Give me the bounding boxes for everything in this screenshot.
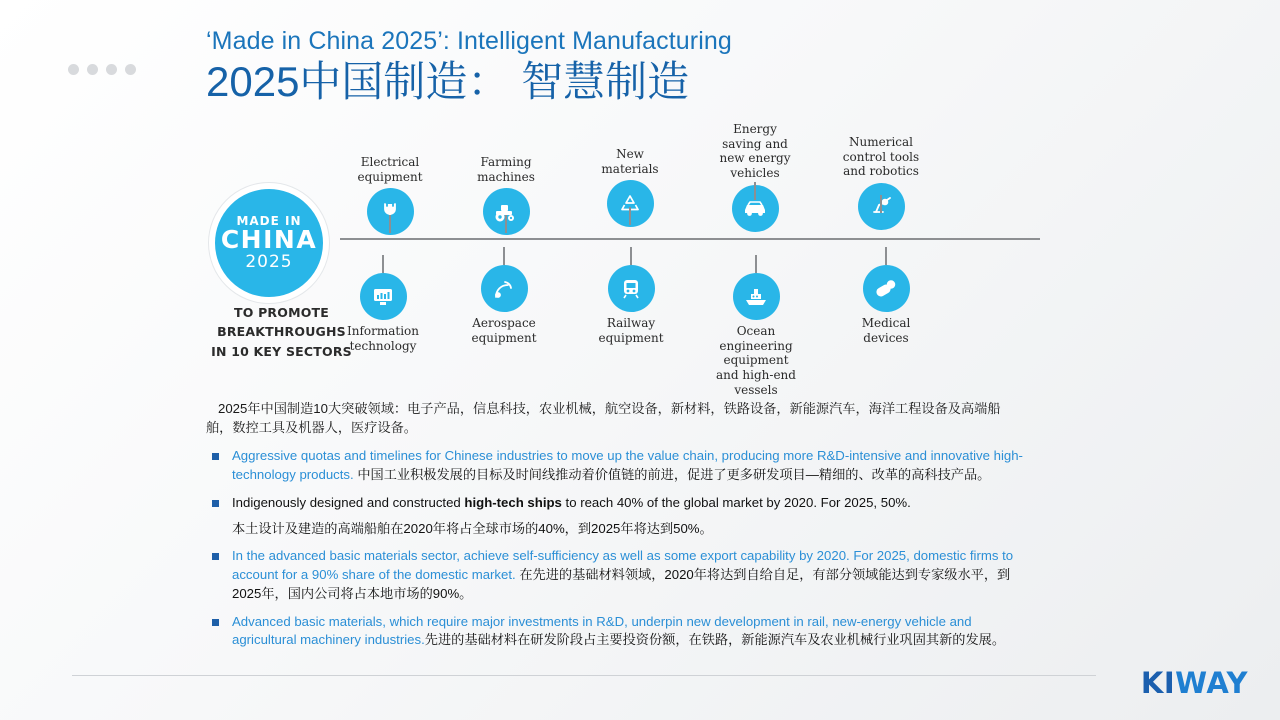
bullet-chinese: 本土设计及建造的高端船舶在2020年将占全球市场的40%，到2025年将达到50%。: [232, 520, 713, 536]
bullet-chinese: 在先进的基础材料领域，2020年将达到自给自足，有部分领域能达到专家级水平，到2025年，国内公司将占本地市场的90%。: [232, 567, 1011, 601]
footer-divider: [72, 675, 1096, 676]
monitor-icon: [360, 273, 407, 320]
badge-line2: CHINA: [220, 225, 318, 255]
bullet-english-pre: Indigenously designed and constructed: [232, 494, 465, 510]
badge-caption-line2: IN 10 KEY SECTORS: [211, 343, 352, 359]
sector-label: Energy saving and new energy vehicles: [719, 122, 791, 180]
badge-line3: 2025: [245, 251, 293, 272]
sector-label: New materials: [601, 147, 659, 176]
list-item: [206, 547, 1026, 603]
badge-line1: MADE IN: [236, 213, 302, 228]
sector-label: Ocean engineering equipment and high-end vessels: [716, 324, 796, 397]
bullet-english: In the advanced basic materials sector, achieve self-sufficiency as well as some export capability by 2020. For 2025, domestic firms to account for a 90% share of the domestic market.: [232, 548, 1014, 583]
bullet-english: Advanced basic materials, which require major investments in R&D, underpin new development in rail, new-energy vehicle and agricultural machinery industries.: [232, 613, 972, 648]
sector-label: Electrical equipment: [357, 155, 423, 184]
bullet-english-post: to reach 40% of the global market by 2020. For 2025, 50%.: [561, 494, 911, 510]
bullet-chinese: 先进的基础材料在研发阶段占主要投资份额，在铁路，新能源汽车及农业机械行业巩固其新的发展。: [424, 632, 1006, 648]
sector-label: Medical devices: [861, 316, 911, 345]
dot: [106, 64, 117, 75]
timeline-spine: [340, 238, 1040, 240]
sector-label: Farming machines: [477, 155, 535, 184]
sector-node-ocean-engineering: [681, 273, 831, 397]
logo-part-1: KI: [1140, 666, 1176, 700]
list-item: [206, 447, 1026, 484]
satellite-icon: [481, 265, 528, 312]
logo-part-2: WAY: [1175, 666, 1248, 700]
sector-label: Numerical control tools and robotics: [842, 135, 920, 179]
sector-node-medical-devices: [811, 265, 961, 345]
dot: [87, 64, 98, 75]
bullet-list: [206, 447, 1026, 650]
pill-icon: [863, 265, 910, 312]
badge-caption-line1: TO PROMOTE BREAKTHROUGHS: [217, 305, 346, 340]
made-in-china-infographic: [200, 122, 1060, 397]
sector-label: Aerospace equipment: [471, 316, 537, 345]
intro-paragraph: 2025年中国制造10大突破领域：电子产品，信息科技，农业机械，航空设备，新材料，铁路设备，新能源汽车，海洋工程设备及高端船舶，数控工具及机器人，医疗设备。: [206, 401, 1001, 435]
ship-icon: [733, 273, 780, 320]
sector-node-numerical-control-robotics: [806, 135, 956, 230]
dot: [125, 64, 136, 75]
page-title: [206, 26, 732, 106]
slide-body: [206, 400, 1026, 659]
title-chinese: 2025中国制造： 智慧制造: [206, 58, 690, 105]
title-english: ‘Made in China 2025’: Intelligent Manufacturing: [206, 27, 732, 55]
train-icon: [608, 265, 655, 312]
bullet-english-bold: high-tech ships: [464, 494, 562, 510]
bullet-chinese: 中国工业积极发展的目标及时间线推动着价值链的前进，促进了更多研发项目—精细的、改革的高科技产品。: [353, 467, 991, 483]
list-item: [206, 613, 1026, 650]
bullet-english: Aggressive quotas and timelines for Chinese industries to move up the value chain, producing more R&D-intensive and innovative high-technology products.: [232, 448, 1023, 483]
sector-label: Railway equipment: [598, 316, 664, 345]
decorative-dots: [68, 64, 136, 75]
dot: [68, 64, 79, 75]
kiway-logo: [1141, 666, 1248, 700]
sector-label: Information technology: [346, 324, 420, 353]
list-item: [206, 494, 1026, 538]
